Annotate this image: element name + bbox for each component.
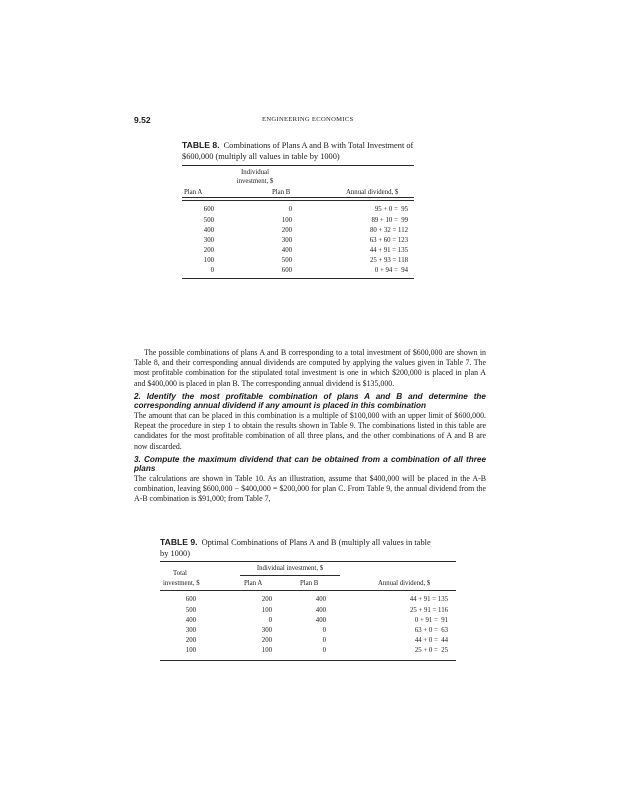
table8-cell-b: 400 [281, 247, 292, 254]
body-text [134, 348, 486, 505]
table8-cell-a: 100 [203, 257, 214, 264]
table9-group-header: Individual investment, $ [256, 565, 324, 572]
table9-bottom-rule [160, 660, 456, 661]
table9-cell-b: 400 [315, 607, 326, 614]
step-heading: 2. Identify the most profitable combination of plans A and B and determine the corresponding annual dividend if any amount is placed in this combination [134, 391, 486, 411]
page-number: 9.52 [134, 115, 151, 125]
table8-header-plan-a: Plan A [184, 189, 203, 196]
table9-cell-total: 200 [185, 637, 196, 644]
table8-cell-div: 95 + 0 = 95 [374, 206, 408, 213]
table8-cell-b: 0 [288, 206, 292, 213]
table9-cell-div: 0 + 91 = 91 [414, 617, 448, 624]
paragraph: The amount that can be placed in this combination is a multiple of $100,000 with an upper limit of $600,000. Repeat the procedure in step 1 to obtain the results shown in Table 9. The combinations listed in this table are candidates for the most profitable combination of all three plans, and the other combinations of A and B are now discarded. [134, 411, 486, 451]
table9-cell-b: 0 [322, 637, 326, 644]
table8-group-header: Individual investment, $ [236, 169, 274, 185]
table9-cell-total: 400 [185, 617, 196, 624]
table9-cell-div: 44 + 0 = 44 [414, 637, 448, 644]
table9-cell-a: 100 [261, 647, 272, 654]
table8-cell-b: 100 [281, 217, 292, 224]
step-heading: 3. Compute the maximum dividend that can be obtained from a combination of all three plans [134, 454, 486, 474]
table8-label: TABLE 8. [182, 140, 220, 150]
table8-cell-div: 25 + 93 = 118 [370, 257, 408, 264]
table9-cell-div: 44 + 91 = 135 [409, 596, 448, 603]
table9-header-total-2: investment, $ [163, 580, 200, 587]
paragraph: The possible combinations of plans A and B corresponding to a total investment of $600,000 are shown in Table 8, and their corresponding annual dividends are computed by applying the values given in Table 7. The most profitable combination for the stipulated total investment is one in which $200,000 is placed in plan A and $400,000 is placed in plan B. The corresponding annual dividend is $135,000. [134, 348, 486, 388]
table9-top-rule [160, 561, 456, 562]
table8-cell-div: 80 + 32 = 112 [370, 227, 408, 234]
table8-cell-b: 600 [281, 267, 292, 274]
table9-cell-b: 400 [315, 596, 326, 603]
table9-header-dividend: Annual dividend, $ [378, 580, 431, 587]
table9-caption-text: Optimal Combinations of Plans A and B (multiply all values in table by 1000) [160, 538, 431, 558]
table9-cell-div: 25 + 91 = 116 [410, 607, 448, 614]
table9-label: TABLE 9. [160, 537, 198, 547]
table8-cell-b: 300 [281, 237, 292, 244]
table9-cell-total: 100 [185, 647, 196, 654]
table8-header-rule-top [182, 197, 414, 198]
table8-bottom-rule [182, 278, 414, 279]
table9-header-total: Total [173, 570, 187, 577]
table9-header-rule [160, 590, 456, 591]
table8-cell-a: 600 [203, 206, 214, 213]
table9-cell-total: 300 [185, 627, 196, 634]
table8-top-rule [182, 165, 414, 166]
table9-cell-div: 25 + 0 = 25 [414, 647, 448, 654]
table9-header-plan-a: Plan A [244, 580, 263, 587]
table9-cell-b: 0 [322, 647, 326, 654]
table9-cell-a: 0 [268, 617, 272, 624]
table8-cell-b: 200 [281, 227, 292, 234]
table8-cell-a: 500 [203, 217, 214, 224]
table8-cell-a: 300 [203, 237, 214, 244]
table8-header-plan-b: Plan B [272, 189, 291, 196]
table8-header-rule [182, 200, 414, 201]
table9-cell-total: 600 [185, 596, 196, 603]
table8-caption [182, 140, 432, 162]
table8-cell-a: 400 [203, 227, 214, 234]
running-head: ENGINEERING ECONOMICS [262, 116, 354, 123]
table8-cell-a: 0 [210, 267, 214, 274]
table8-cell-b: 500 [281, 257, 292, 264]
table9-cell-a: 100 [261, 607, 272, 614]
table8-caption-text: Combinations of Plans A and B with Total Investment of $600,000 (multiply all values in table by 1000) [182, 141, 414, 161]
table9-cell-total: 500 [185, 607, 196, 614]
table8-cell-div: 44 + 91 = 135 [369, 247, 408, 254]
table8-cell-div: 63 + 60 = 123 [369, 237, 408, 244]
table8-header-dividend: Annual dividend, $ [346, 189, 399, 196]
table9-cell-a: 300 [261, 627, 272, 634]
table8-cell-div: 0 + 94 = 94 [374, 267, 408, 274]
table8-cell-a: 200 [203, 247, 214, 254]
table8-cell-div: 89 + 10 = 99 [371, 217, 408, 224]
table9-cell-b: 400 [315, 617, 326, 624]
table9-group-rule [240, 575, 340, 576]
table9-cell-a: 200 [261, 596, 272, 603]
table9-caption [160, 537, 436, 559]
table9-cell-a: 200 [261, 637, 272, 644]
table9-cell-div: 63 + 0 = 63 [414, 627, 448, 634]
table9-cell-b: 0 [322, 627, 326, 634]
paragraph: The calculations are shown in Table 10. As an illustration, assume that $400,000 will be placed in the A-B combination, leaving $600,000 − $400,000 = $200,000 for plan C. From Table 9, the annual dividend from the A-B combination is $91,000; from Table 7, [134, 474, 486, 504]
table9-header-plan-b: Plan B [300, 580, 319, 587]
